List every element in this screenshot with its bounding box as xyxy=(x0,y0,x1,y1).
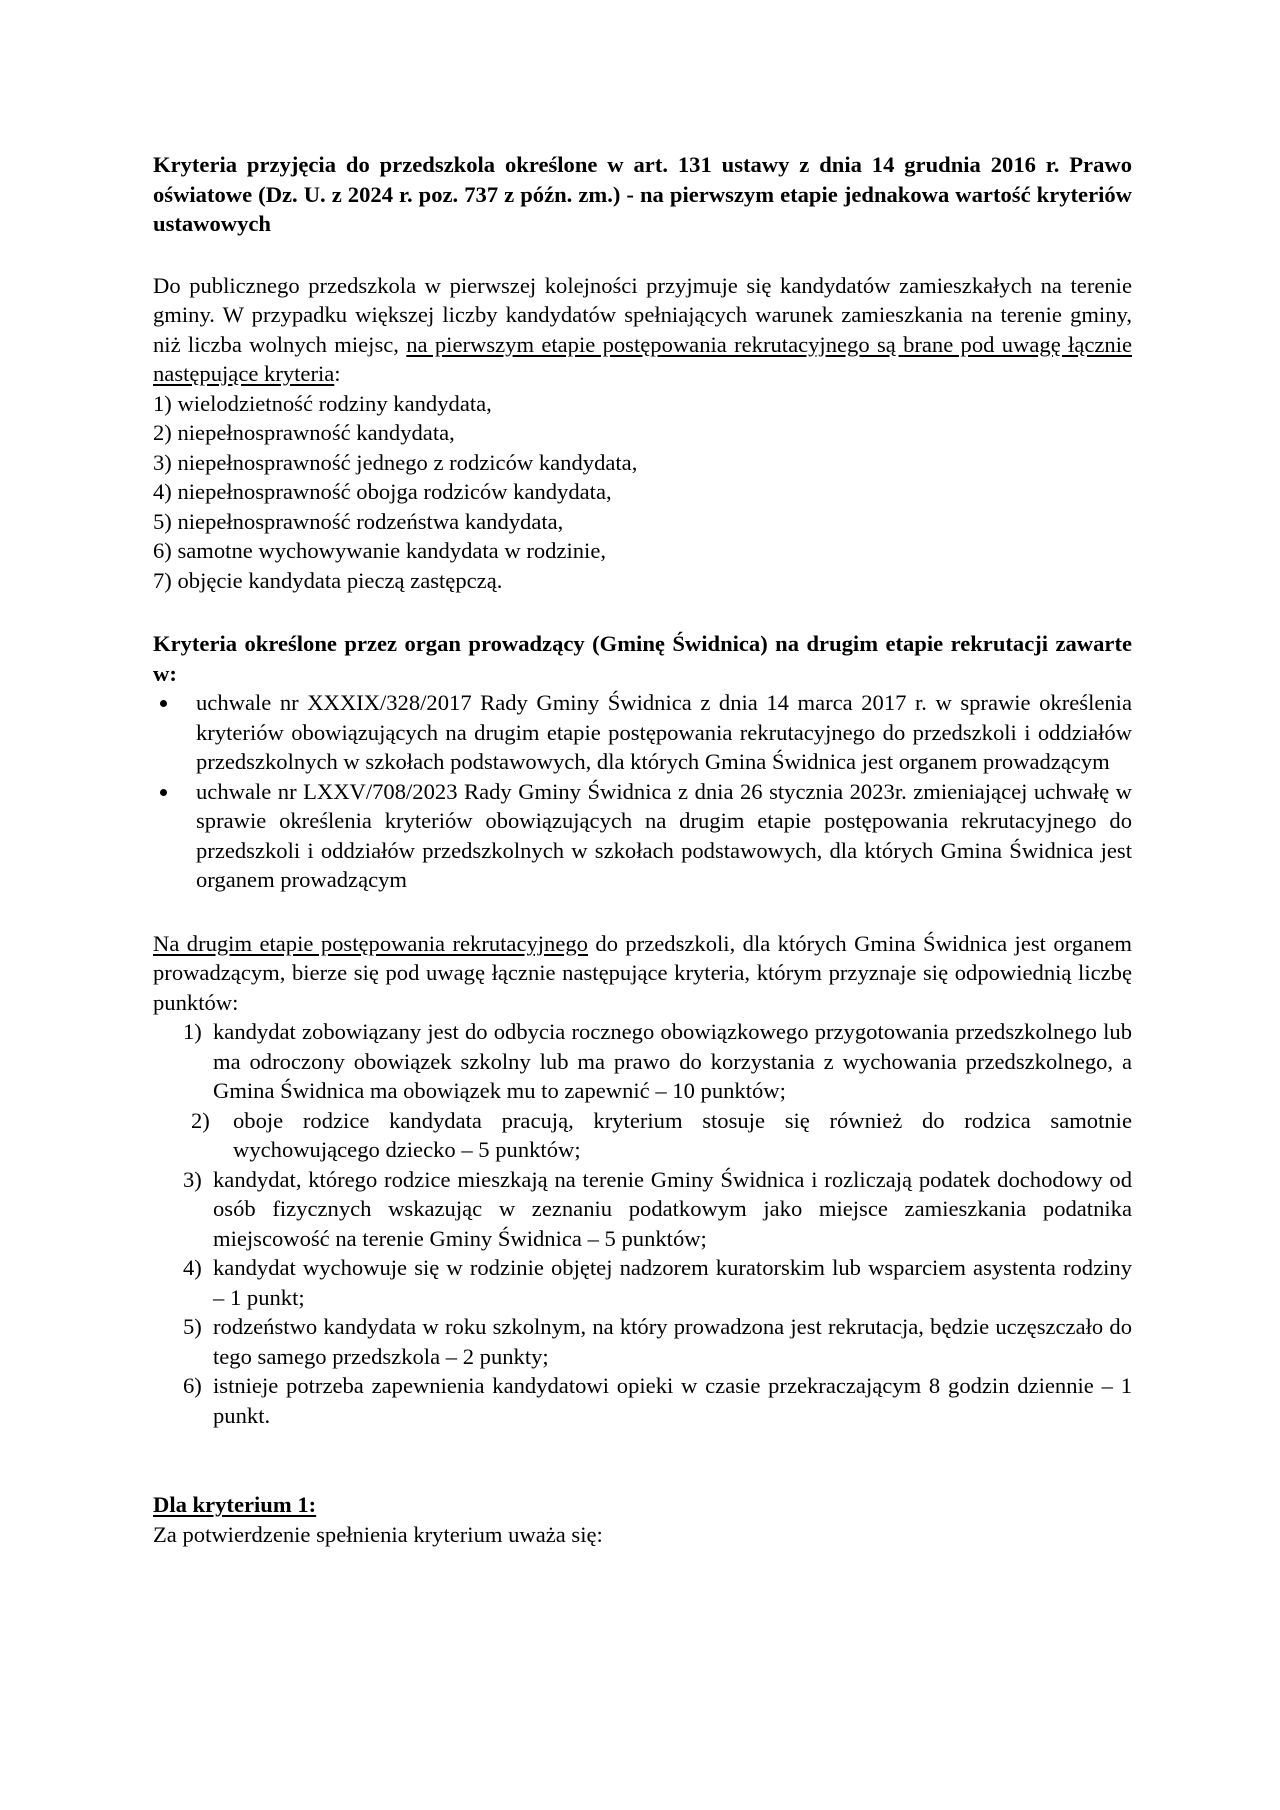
list-item: 5) niepełnosprawność rodzeństwa kandydata, xyxy=(153,508,564,534)
list-item xyxy=(153,1371,1132,1430)
list-item-text: uchwale nr LXXV/708/2023 Rady Gminy Świdnica z dnia 26 stycznia 2023r. zmieniającej uchwałę w sprawie określenia kryteriów obowiązujących na drugim etapie postępowania rekrutacyjnego do przedszkoli i oddziałów przedszkolnych w szkołach podstawowych, dla których Gmina Świdnica jest organem prowadzącym xyxy=(196,778,1132,892)
section4-heading: Dla kryterium 1: xyxy=(153,1492,317,1517)
section4-text: Za potwierdzenie spełnienia kryterium uważa się: xyxy=(153,1521,603,1547)
list-item: 2) niepełnosprawność kandydata, xyxy=(153,420,455,445)
section2-heading: Kryteria określone przez organ prowadzący (Gminę Świdnica) na drugim etapie rekrutacji zawarte w: xyxy=(153,631,1132,686)
list-item-number: 6) xyxy=(183,1373,202,1398)
list-item-number: 2) xyxy=(191,1107,210,1133)
list-item-text: kandydat zobowiązany jest do odbycia rocznego obowiązkowego przygotowania przedszkolnego lub ma odroczony obowiązek szkolny lub ma prawo do korzystania z wychowania przedszkolnego, a Gmina Świdnica ma obowiązek mu to zapewnić – 10 punktów; xyxy=(213,1019,1132,1103)
list-item xyxy=(153,1106,1132,1165)
list-item-text: istnieje potrzeba zapewnienia kandydatowi opieki w czasie przekraczającym 8 godzin dziennie – 1 punkt. xyxy=(213,1373,1132,1428)
section1-intro-end: : xyxy=(334,361,341,386)
list-item-number: 3) xyxy=(183,1166,202,1192)
list-item: 3) niepełnosprawność jednego z rodziców kandydata, xyxy=(153,449,638,475)
list-item-number: 4) xyxy=(183,1255,202,1280)
section3-intro xyxy=(153,929,1132,1018)
list-item: 7) objęcie kandydata pieczą zastępczą. xyxy=(153,567,503,593)
list-item-text: kandydat wychowuje się w rodzinie objętej nadzorem kuratorskim lub wsparciem asystenta rodziny – 1 punkt; xyxy=(213,1255,1132,1310)
list-item xyxy=(196,777,1132,895)
section1-intro xyxy=(153,271,1132,389)
list-item-number: 1) xyxy=(183,1019,202,1044)
list-item-text: kandydat, którego rodzice mieszkają na terenie Gminy Świdnica i rozliczają podatek dochodowy od osób fizycznych wskazując w zeznaniu podatkowym jako miejsce zamieszkania podatnika miejscowość na terenie Gminy Świdnica – 5 punktów; xyxy=(213,1166,1132,1251)
section1-intro-text: Do publicznego przedszkola w pierwszej kolejności przyjmuje się kandydatów zamieszkałych na terenie gminy. W przypadku większej liczby kandydatów spełniających warunek zamieszkania na terenie gminy, niż liczba wolnych miejsc, xyxy=(153,272,1132,357)
list-item xyxy=(153,1165,1132,1254)
section1-heading: Kryteria przyjęcia do przedszkola określone w art. 131 ustawy z dnia 14 grudnia 2016 r. Prawo oświatowe (Dz. U. z 2024 r. poz. 737 z późn. zm.) - na pierwszym etapie jednakowa wartość kryteriów ustawowych xyxy=(153,152,1132,236)
list-item xyxy=(196,688,1132,777)
section1-intro-underlined: na pierwszym etapie postępowania rekrutacyjnego są brane pod uwagę łącznie następujące kryteria xyxy=(153,331,1133,386)
list-item xyxy=(153,1253,1132,1312)
section3-intro-underlined: Na drugim etapie postępowania rekrutacyjnego xyxy=(153,930,588,956)
list-item-text: uchwale nr XXXIX/328/2017 Rady Gminy Świdnica z dnia 14 marca 2017 r. w sprawie określenia kryteriów obowiązujących na drugim etapie postępowania rekrutacyjnego do przedszkoli i oddziałów przedszkolnych w szkołach podstawowych, dla których Gmina Świdnica jest organem prowadzącym xyxy=(196,690,1132,774)
bullet-icon xyxy=(160,700,167,707)
list-item xyxy=(153,1312,1132,1371)
bullet-icon xyxy=(160,789,167,796)
list-item: 6) samotne wychowywanie kandydata w rodzinie, xyxy=(153,538,606,563)
list-item xyxy=(153,1017,1132,1106)
statutory-criteria-list xyxy=(153,389,1132,596)
list-item-text: rodzeństwo kandydata w roku szkolnym, na który prowadzona jest rekrutacja, będzie uczęszczało do tego samego przedszkola – 2 punkty; xyxy=(213,1314,1132,1369)
section3-intro-text: do przedszkoli, dla których Gmina Świdnica jest organem prowadzącym, bierze się pod uwagę łącznie następujące kryteria, którym przyznaje się odpowiednią liczbę punktów: xyxy=(153,930,1132,1015)
list-item: 4) niepełnosprawność obojga rodziców kandydata, xyxy=(153,479,612,504)
list-item-text: oboje rodzice kandydata pracują, kryterium stosuje się również do rodzica samotnie wychowującego dziecko – 5 punktów; xyxy=(233,1107,1132,1162)
list-item: 1) wielodzietność rodziny kandydata, xyxy=(153,390,492,416)
second-stage-criteria-list xyxy=(153,1017,1132,1430)
list-item-number: 5) xyxy=(183,1314,202,1339)
resolutions-list xyxy=(153,688,1132,895)
